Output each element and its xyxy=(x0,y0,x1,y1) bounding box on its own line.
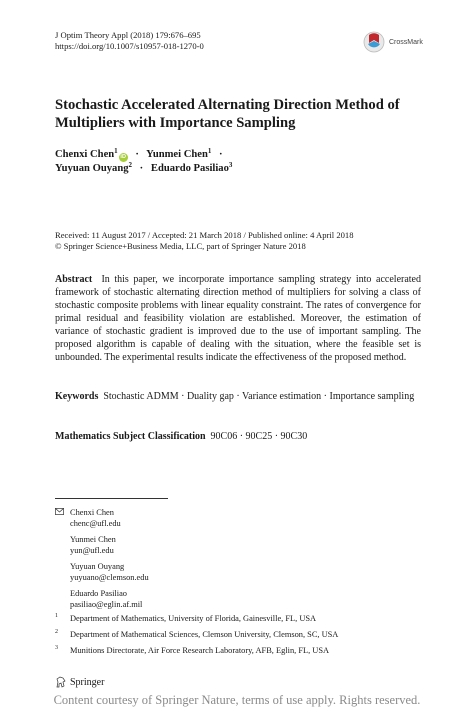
orcid-icon[interactable]: iD xyxy=(120,154,126,160)
author-separator: · xyxy=(135,149,139,160)
contact-email[interactable]: pasiliao@eglin.af.mil xyxy=(70,600,143,609)
keywords xyxy=(55,390,421,403)
author-affil-mark: 1 xyxy=(114,147,118,155)
author-separator: · xyxy=(219,149,223,160)
affiliation-entry xyxy=(55,645,338,656)
journal-header xyxy=(55,30,204,52)
msc-codes: 90C06 · 90C25 · 90C30 xyxy=(210,431,308,442)
keywords-text: Stochastic ADMM · Duality gap · Variance estimation · Importance sampling xyxy=(103,391,415,402)
courtesy-notice: Content courtesy of Springer Nature, terms of use apply. Rights reserved. xyxy=(53,693,421,707)
envelope-icon xyxy=(55,508,64,515)
affiliations xyxy=(55,613,338,661)
author-name[interactable]: Yunmei Chen xyxy=(146,149,208,160)
footnote-divider xyxy=(55,498,168,499)
title-line-1: Stochastic Accelerated Alternating Direction Method of xyxy=(55,97,400,113)
abstract xyxy=(55,273,421,364)
copyright-line: © Springer Science+Business Media, LLC, part of Springer Nature 2018 xyxy=(55,241,306,251)
publisher-logo xyxy=(55,676,104,688)
author-contacts xyxy=(55,507,149,615)
author-name[interactable]: Yuyuan Ouyang xyxy=(55,163,129,174)
history-dates: Received: 11 August 2017 / Accepted: 21 March 2018 / Published online: 4 April 2018 xyxy=(55,230,354,240)
contact-entry xyxy=(55,534,149,556)
contact-entry xyxy=(55,561,149,583)
author-affil-mark: 1 xyxy=(207,147,212,155)
doi-link[interactable]: https://doi.org/10.1007/s10957-018-1270-0 xyxy=(55,41,204,51)
author-affil-mark: 3 xyxy=(228,161,233,169)
journal-citation: J Optim Theory Appl (2018) 179:676–695 xyxy=(55,30,201,40)
abstract-label: Abstract xyxy=(55,274,93,285)
abstract-text: In this paper, we incorporate importance sampling strategy into accelerated framework of stochastic alternating direction method of multipliers for solving a class of stochastic composite problems with linear equality constraint. The rates of convergence for primal residual and feasibility violation are established. Moreover, the estimation of variance of stochastic gradient is improved due to the use of important sampling. The proposed algorithm is capable of dealing with the situation, where the feasible set is unbounded. The experimental results indicate the effectiveness of the proposed method. xyxy=(55,274,421,363)
affiliation-number: 3 xyxy=(55,645,58,651)
contact-name: Yuyuan Ouyang xyxy=(70,562,125,571)
contact-entry xyxy=(55,588,149,610)
msc-label: Mathematics Subject Classification xyxy=(55,431,206,442)
publisher-name: Springer xyxy=(70,676,105,688)
contact-email[interactable]: chenc@ufl.edu xyxy=(70,519,121,528)
affiliation-number: 2 xyxy=(55,629,58,635)
subject-classification xyxy=(55,430,421,443)
affiliation-number: 1 xyxy=(55,613,58,619)
crossmark-badge[interactable] xyxy=(363,31,423,53)
author-line-2 xyxy=(55,162,232,176)
crossmark-icon xyxy=(363,31,385,53)
author-affil-mark: 2 xyxy=(128,161,133,169)
keywords-label: Keywords xyxy=(55,391,99,402)
author-name[interactable]: Eduardo Pasiliao xyxy=(150,163,229,174)
contact-email[interactable]: yuyuano@clemson.edu xyxy=(70,573,149,582)
springer-horse-icon xyxy=(55,676,67,688)
affiliation-entry xyxy=(55,629,338,640)
contact-name: Eduardo Pasiliao xyxy=(70,589,127,598)
author-list xyxy=(55,148,232,176)
author-line-1 xyxy=(55,148,232,162)
affiliation-entry xyxy=(55,613,338,624)
affiliation-text: Department of Mathematics, University of Florida, Gainesville, FL, USA xyxy=(70,614,317,623)
affiliation-text: Munitions Directorate, Air Force Research Laboratory, AFB, Eglin, FL, USA xyxy=(70,646,330,655)
publication-dates xyxy=(55,230,354,252)
author-name[interactable]: Chenxi Chen xyxy=(55,149,115,160)
contact-name: Yunmei Chen xyxy=(70,535,116,544)
contact-email[interactable]: yun@ufl.edu xyxy=(70,546,114,555)
crossmark-label: CrossMark xyxy=(389,38,423,46)
affiliation-text: Department of Mathematical Sciences, Clemson University, Clemson, SC, USA xyxy=(70,630,339,639)
author-separator: · xyxy=(139,163,144,174)
contact-entry xyxy=(55,507,149,529)
paper-title xyxy=(55,96,420,132)
contact-name: Chenxi Chen xyxy=(70,508,114,517)
title-line-2: Multipliers with Importance Sampling xyxy=(55,115,296,131)
